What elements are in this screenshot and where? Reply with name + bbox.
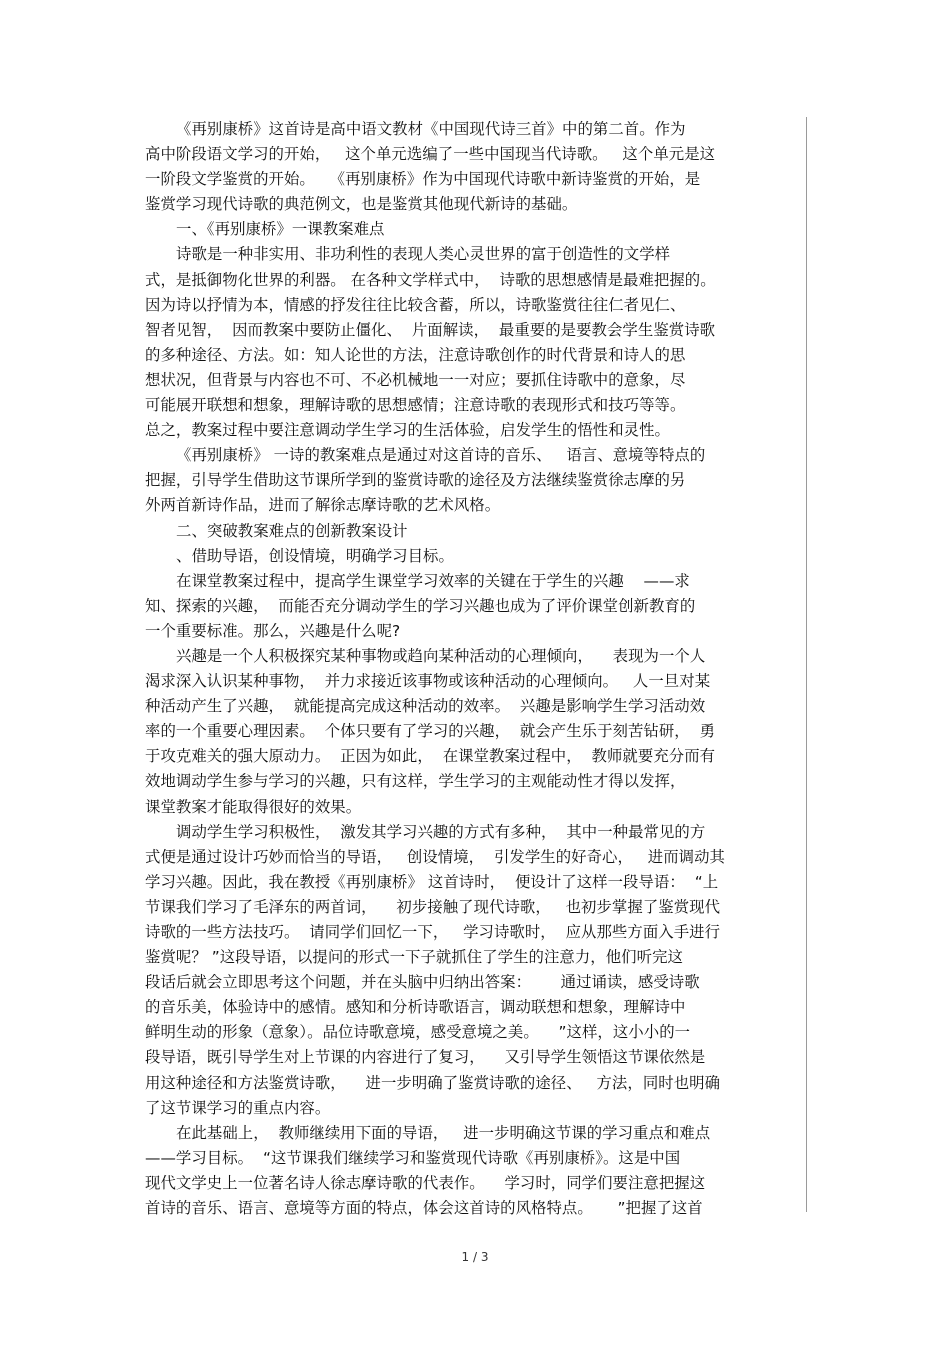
margin-rule (806, 117, 807, 1212)
text-line: 鲜明生动的形象（意象）。品位诗歌意境，感受意境之美。 ”这样，这小小的一 (145, 1023, 691, 1042)
text-line: 一、《再别康桥》一课教案难点 (176, 220, 385, 239)
text-line: 课堂教案才能取得很好的效果。 (145, 797, 362, 816)
text-line: 想状况，但背景与内容也不可、不必机械地一一对应；要抓住诗歌中的意象，尽 (145, 370, 686, 389)
text-line: 把握，引导学生借助这节课所学到的鉴赏诗歌的途径及方法继续鉴赏徐志摩的另 (145, 471, 686, 490)
text-line: 总之，教案过程中要注意调动学生学习的生活体验，启发学生的悟性和灵性。 (145, 421, 670, 440)
text-line: 诗歌是一种非实用、非功利性的表现人类心灵世界的富于创造性的文学样 (176, 245, 671, 264)
text-line: 《再别康桥》这首诗是高中语文教材《中国现代诗三首》中的第二首。作为 (176, 120, 686, 138)
text-line: 、借助导语，创设情境，明确学习目标。 (176, 546, 454, 565)
text-line: 二、突破教案难点的创新教案设计 (176, 521, 408, 540)
text-line: 兴趣是一个人积极探究某种事物或趋向某种活动的心理倾向， 表现为一个人 (176, 646, 706, 665)
text-line: 鉴赏呢？ ”这段导语，以提问的形式一下子就抓住了学生的注意力，他们听完这 (145, 948, 683, 967)
text-line: 可能展开联想和想象，理解诗歌的思想感情；注意诗歌的表现形式和技巧等等。 (145, 396, 686, 415)
text-line: 调动学生学习积极性， 激发其学习兴趣的方式有多种， 其中一种最常见的方 (176, 822, 706, 841)
text-line: 于攻克难关的强大原动力。 正因为如此， 在课堂教案过程中， 教师就要充分而有 (145, 747, 716, 766)
text-line: 诗歌的一些方法技巧。 请同学们回忆一下， 学习诗歌时， 应从那些方面入手进行 (145, 923, 721, 941)
text-line: 一个重要标准。那么，兴趣是什么呢? (145, 621, 401, 640)
text-line: 高中阶段语文学习的开始， 这个单元选编了一些中国现当代诗歌。 这个单元是这 (145, 145, 716, 164)
text-line: 知、探索的兴趣， 而能否充分调动学生的学习兴趣也成为了评价课堂创新教育的 (145, 596, 696, 615)
text-line: ——学习目标。 “这节课我们继续学习和鉴赏现代诗歌《再别康桥》。这是中国 (145, 1148, 681, 1167)
text-line: 学习兴趣。因此，我在教授《再别康桥》 这首诗时， 便设计了这样一段导语： “上 (145, 872, 719, 891)
text-line: 首诗的音乐、语言、意境等方面的特点，体会这首诗的风格特点。 ”把握了这首 (145, 1199, 703, 1218)
text-line: 段话后就会立即思考这个问题，并在头脑中归纳出答案： 通过诵读，感受诗歌 (145, 973, 700, 992)
text-line: 渴求深入认识某种事物， 并力求接近该事物或该种活动的心理倾向。 人一旦对某 (145, 672, 711, 691)
text-line: 一阶段文学鉴赏的开始。 《再别康桥》作为中国现代诗歌中新诗鉴赏的开始，是 (145, 170, 701, 189)
text-line: 节课我们学习了毛泽东的两首词， 初步接触了现代诗歌， 也初步掌握了鉴赏现代 (145, 897, 721, 916)
page-number: 1 / 3 (461, 1250, 489, 1264)
document-body (145, 117, 810, 1221)
text-line: 因为诗以抒情为本，情感的抒发往往比较含蓄，所以，诗歌鉴赏往往仁者见仁、 (145, 295, 686, 314)
text-line: 效地调动学生参与学习的兴趣，只有这样，学生学习的主观能动性才得以发挥， (145, 772, 686, 791)
text-line: 的多种途径、方法。如：知人论世的方法，注意诗歌创作的时代背景和诗人的思 (145, 345, 686, 364)
text-line: 种活动产生了兴趣， 就能提高完成这种活动的效率。 兴趣是影响学生学习活动效 (145, 697, 706, 716)
text-line: 现代文学史上一位著名诗人徐志摩诗歌的代表作。 学习时，同学们要注意把握这 (145, 1173, 706, 1192)
text-line: 外两首新诗作品，进而了解徐志摩诗歌的艺术风格。 (145, 496, 501, 515)
text-line: 率的一个重要心理因素。 个体只要有了学习的兴趣， 就会产生乐于刻苦钻研， 勇 (145, 722, 716, 741)
text-line: 在此基础上， 教师继续用下面的导语， 进一步明确这节课的学习重点和难点 (176, 1123, 711, 1142)
text-line: 式便是通过设计巧妙而恰当的导语， 创设情境， 引发学生的好奇心， 进而调动其 (145, 847, 725, 866)
text-line: 段导语，既引导学生对上节课的内容进行了复习， 又引导学生领悟这节课依然是 (145, 1048, 706, 1067)
text-line: 《再别康桥》 一诗的教案难点是通过对这首诗的音乐、 语言、意境等特点的 (176, 446, 706, 465)
text-line: 的音乐美，体验诗中的感情。感知和分析诗歌语言，调动联想和想象，理解诗中 (145, 998, 686, 1017)
text-line: 在课堂教案过程中，提高学生课堂学习效率的关键在于学生的兴趣 ——求 (176, 571, 690, 590)
text-line: 智者见智， 因而教案中要防止僵化、 片面解读， 最重要的是要教会学生鉴赏诗歌 (145, 320, 716, 339)
text-line: 用这种途径和方法鉴赏诗歌， 进一步明确了鉴赏诗歌的途径、 方法，同时也明确 (145, 1073, 721, 1092)
text-line: 了这节课学习的重点内容。 (145, 1098, 331, 1117)
text-line: 鉴赏学习现代诗歌的典范例文，也是鉴赏其他现代新诗的基础。 (145, 195, 578, 214)
text-line: 式，是抵御物化世界的利器。 在各种文学样式中， 诗歌的思想感情是最难把握的。 (145, 270, 716, 289)
